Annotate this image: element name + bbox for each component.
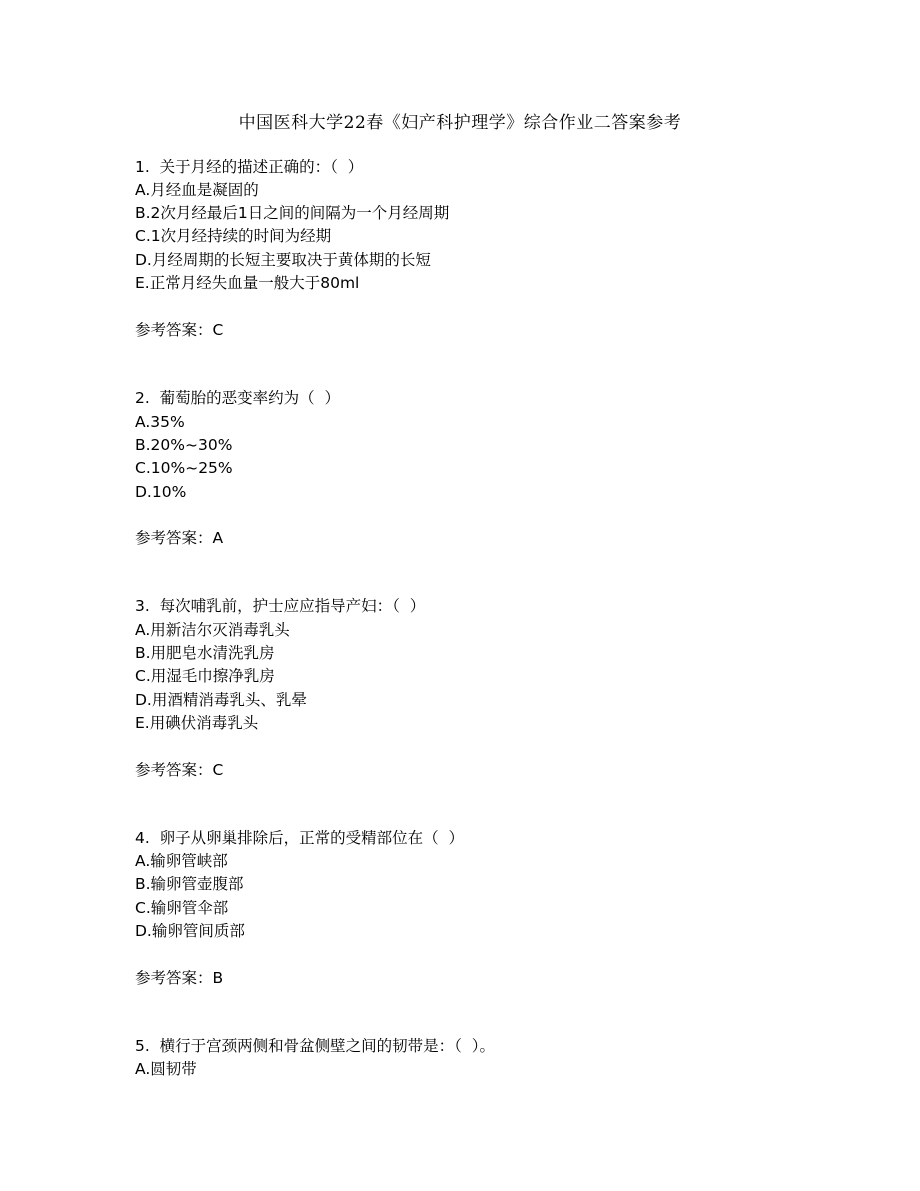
option: D.月经周期的长短主要取决于黄体期的长短 bbox=[135, 251, 431, 269]
option: C.1次月经持续的时间为经期 bbox=[135, 227, 332, 245]
reference-answer: 参考答案：B bbox=[135, 969, 224, 987]
reference-answer: 参考答案：C bbox=[135, 761, 224, 779]
option: D.输卵管间质部 bbox=[135, 922, 245, 940]
option: B.用肥皂水清洗乳房 bbox=[135, 644, 275, 662]
option: B.2次月经最后1日之间的间隔为一个月经周期 bbox=[135, 204, 450, 222]
option: A.圆韧带 bbox=[135, 1060, 197, 1078]
option: C.10%~25% bbox=[135, 459, 233, 477]
question-stem: 5. 横行于宫颈两侧和骨盆侧壁之间的韧带是：（ ）。 bbox=[135, 1037, 495, 1055]
question-stem: 1. 关于月经的描述正确的：（ ） bbox=[135, 158, 364, 176]
option: C.用湿毛巾擦净乳房 bbox=[135, 667, 275, 685]
option: B.20%~30% bbox=[135, 436, 233, 454]
option: E.用碘伏消毒乳头 bbox=[135, 714, 259, 732]
question-stem: 3. 每次哺乳前，护士应应指导产妇：（ ） bbox=[135, 597, 426, 615]
option: D.10% bbox=[135, 483, 187, 501]
option: A.35% bbox=[135, 413, 185, 431]
option: B.输卵管壶腹部 bbox=[135, 875, 244, 893]
option: A.用新洁尔灭消毒乳头 bbox=[135, 621, 290, 639]
option: E.正常月经失血量一般大于80ml bbox=[135, 274, 360, 292]
option: D.用酒精消毒乳头、乳晕 bbox=[135, 691, 307, 709]
option: A.月经血是凝固的 bbox=[135, 181, 259, 199]
document-title: 中国医科大学22春《妇产科护理学》综合作业二答案参考 bbox=[238, 113, 682, 133]
reference-answer: 参考答案：A bbox=[135, 529, 224, 547]
question-stem: 4. 卵子从卵巢排除后，正常的受精部位在（ ） bbox=[135, 829, 464, 847]
option: C.输卵管伞部 bbox=[135, 899, 229, 917]
option: A.输卵管峡部 bbox=[135, 852, 228, 870]
question-stem: 2. 葡萄胎的恶变率约为（ ） bbox=[135, 389, 340, 407]
reference-answer: 参考答案：C bbox=[135, 321, 224, 339]
